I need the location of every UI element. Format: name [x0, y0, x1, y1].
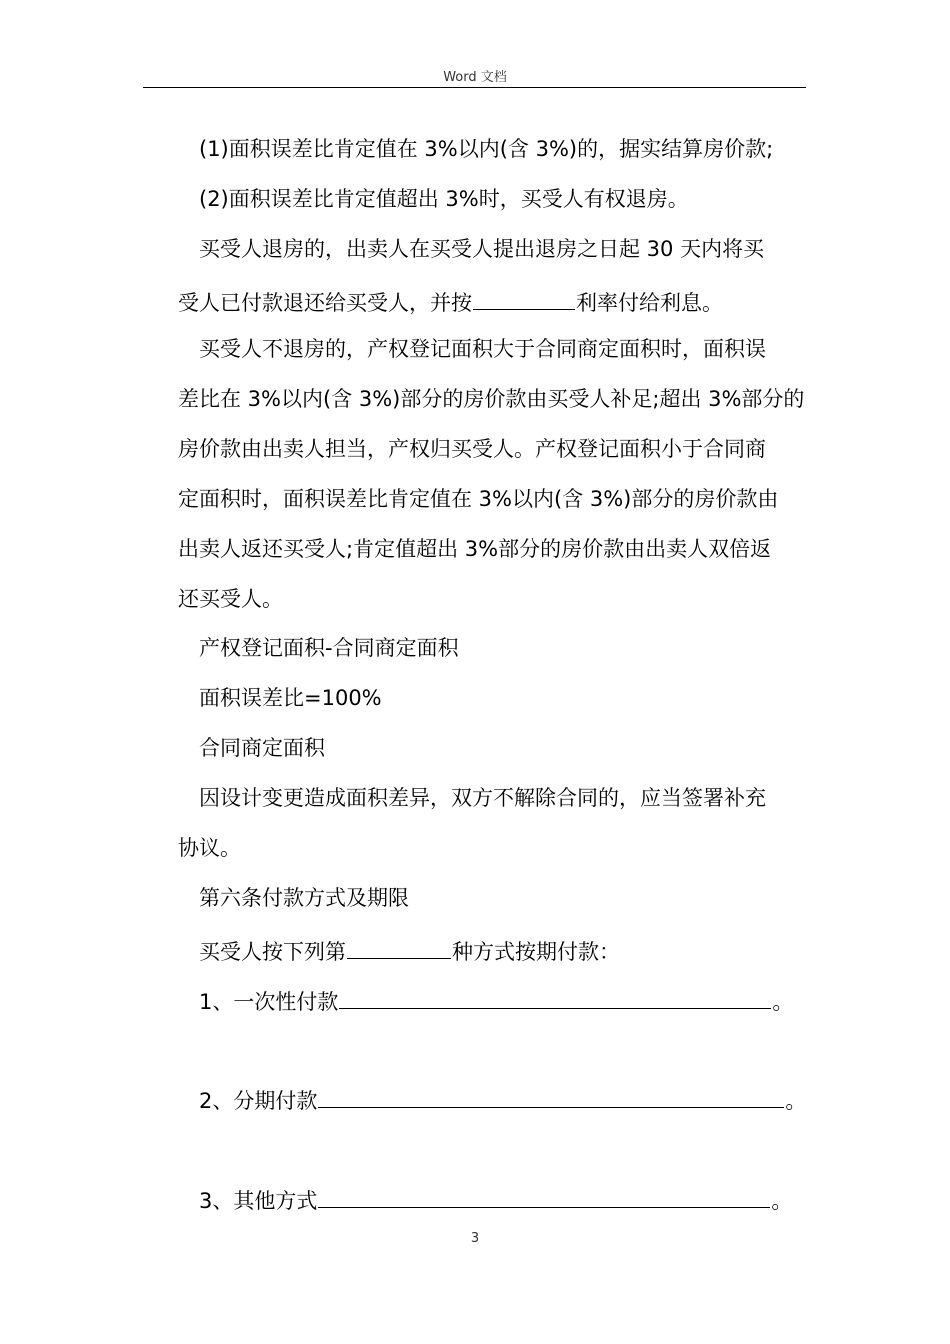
header-divider	[143, 87, 806, 88]
fill-blank-installment[interactable]	[318, 1087, 784, 1108]
fill-blank-method[interactable]	[347, 938, 451, 959]
paragraph-line: 定面积时，面积误差比肯定值在 3%以内(含 3%)部分的房价款由	[178, 487, 779, 511]
fill-blank-other[interactable]	[318, 1187, 770, 1208]
fill-blank-rate[interactable]	[473, 289, 575, 310]
payment-option-2	[199, 1087, 806, 1112]
line-text: 。	[771, 1189, 793, 1213]
section-heading: 第六条付款方式及期限	[199, 886, 409, 910]
line-text: 利率付给利息。	[576, 291, 723, 315]
paragraph-line: 买受人退房的，出卖人在买受人提出退房之日起 30 天内将买	[199, 237, 765, 261]
paragraph-line: 差比在 3%以内(含 3%)部分的房价款由买受人补足;超出 3%部分的	[178, 387, 805, 411]
line-text: 3、其他方式	[199, 1189, 318, 1213]
line-text: 受人已付款退还给买受人，并按	[178, 291, 472, 315]
paragraph-line: 因设计变更造成面积差异，双方不解除合同的，应当签署补充	[199, 786, 766, 810]
line-text: 2、分期付款	[199, 1089, 318, 1113]
line-text: 种方式按期付款：	[452, 940, 620, 964]
formula-line: 产权登记面积-合同商定面积	[199, 636, 459, 660]
payment-option-1	[199, 988, 793, 1013]
page-header: Word 文档	[443, 70, 507, 85]
paragraph-line: 协议。	[178, 836, 241, 860]
formula-line: 面积误差比=100%	[199, 686, 382, 710]
line-text: 买受人按下列第	[199, 940, 346, 964]
payment-option-3	[199, 1187, 792, 1212]
line-text: 。	[772, 990, 794, 1014]
paragraph-line	[178, 289, 723, 314]
paragraph-line: 房价款由出卖人担当，产权归买受人。产权登记面积小于合同商	[178, 437, 766, 461]
paragraph-line: 出卖人返还买受人;肯定值超出 3%部分的房价款由出卖人双倍返	[178, 537, 772, 561]
paragraph-line: (1)面积误差比肯定值在 3%以内(含 3%)的，据实结算房价款;	[199, 137, 774, 161]
page-number: 3	[470, 1231, 480, 1246]
line-text: 1、一次性付款	[199, 990, 339, 1014]
paragraph-line: (2)面积误差比肯定值超出 3%时，买受人有权退房。	[199, 187, 689, 211]
paragraph-line: 还买受人。	[178, 587, 283, 611]
paragraph-line: 买受人不退房的，产权登记面积大于合同商定面积时，面积误	[199, 337, 766, 361]
formula-line: 合同商定面积	[199, 736, 325, 760]
line-text: 。	[785, 1089, 807, 1113]
paragraph-line	[199, 938, 620, 963]
fill-blank-lump-sum[interactable]	[339, 988, 771, 1009]
